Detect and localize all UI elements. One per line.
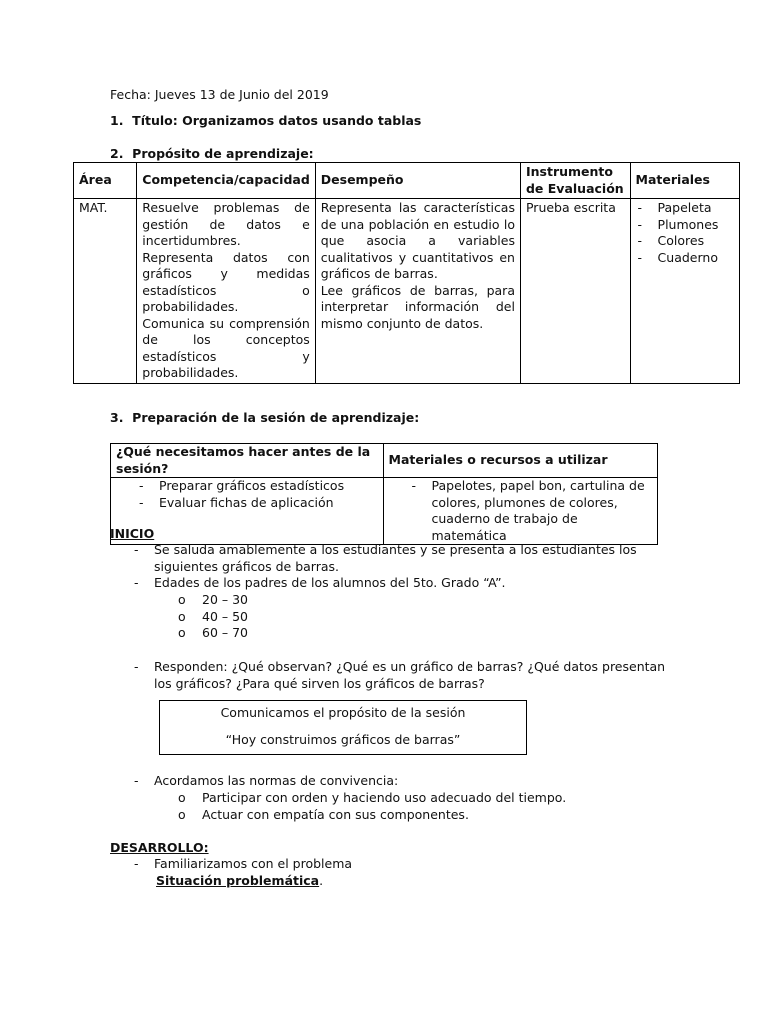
range-item: o 60 – 70 — [178, 625, 248, 642]
norma-item: o Actuar con empatía con sus componentes. — [178, 807, 566, 824]
desempeno-1: Representa las características de una población en estudio lo que asocia a variables cualitativos y cuantitativos en gráficos de barras. — [320, 200, 515, 281]
range-item: o 20 – 30 — [178, 592, 248, 609]
recursos-item: - Papelotes, papel bon, cartulina de colores, plumones de colores, cuaderno de trabajo de matemática — [410, 478, 653, 544]
competencia-2: Representa datos con gráficos y medidas estadísticos o probabilidades. — [142, 249, 310, 314]
section-2-title — [110, 146, 314, 163]
cell-instrumento: Prueba escrita — [520, 199, 630, 384]
material-item: - Plumones — [636, 217, 734, 234]
cell-area: MAT. — [74, 199, 137, 384]
material-item: - Cuaderno — [636, 250, 734, 267]
section-1-title — [110, 113, 421, 130]
desarrollo-heading: DESARROLLO: — [110, 840, 209, 855]
cell-materiales — [630, 199, 739, 384]
header-materiales: Materiales — [630, 163, 739, 199]
competencia-1: Resuelve problemas de gestión de datos e incertidumbres. — [142, 200, 310, 248]
header-antes: ¿Qué necesitamos hacer antes de la sesión? — [111, 444, 384, 478]
preparacion-table — [110, 443, 658, 545]
section-1-number: 1. — [110, 113, 124, 128]
proposito-box — [159, 700, 527, 755]
range-item: o 40 – 50 — [178, 609, 248, 626]
header-recursos: Materiales o recursos a utilizar — [383, 444, 658, 478]
cell-desempeno — [315, 199, 520, 384]
header-desempeno: Desempeño — [315, 163, 520, 199]
inicio-list-b — [132, 659, 672, 692]
box-line-1: Comunicamos el propósito de la sesión — [220, 705, 466, 720]
situacion-period: . — [319, 873, 324, 888]
inicio-item-2: - Edades de los padres de los alumnos del 5to. Grado “A”. — [132, 575, 672, 592]
ranges-list — [178, 592, 248, 642]
section-2-label: Propósito de aprendizaje: — [132, 146, 314, 161]
desarrollo-item-1: - Familiarizamos con el problema — [132, 856, 672, 873]
header-area: Área — [74, 163, 137, 199]
inicio-item-4: - Acordamos las normas de convivencia: — [132, 773, 672, 790]
section-3-title — [110, 410, 419, 427]
section-2-number: 2. — [110, 146, 124, 161]
fecha-line: Fecha: Jueves 13 de Junio del 2019 — [110, 87, 329, 102]
section-3-number: 3. — [110, 410, 124, 425]
header-instrumento: Instrumento de Evaluación — [520, 163, 630, 199]
box-line-2: “Hoy construimos gráficos de barras” — [225, 731, 461, 747]
situacion-label: Situación problemática — [156, 873, 320, 888]
antes-item: - Evaluar fichas de aplicación — [137, 495, 378, 512]
section-1-label: Título: Organizamos datos usando tablas — [132, 113, 422, 128]
antes-item: - Preparar gráficos estadísticos — [137, 478, 378, 495]
header-competencia: Competencia/capacidad — [137, 163, 316, 199]
desempeno-2: Lee gráficos de barras, para interpretar información del mismo conjunto de datos. — [320, 282, 515, 331]
section-3-label: Preparación de la sesión de aprendizaje: — [132, 410, 420, 425]
material-item: - Papeleta — [636, 200, 734, 217]
normas-list — [178, 790, 566, 823]
situacion-line — [156, 873, 323, 890]
norma-item: o Participar con orden y haciendo uso adecuado del tiempo. — [178, 790, 566, 807]
inicio-item-1: - Se saluda amablemente a los estudiantes y se presenta a los estudiantes los siguientes gráficos de barras. — [132, 542, 672, 575]
inicio-list-c — [132, 773, 672, 790]
proposito-table — [73, 162, 740, 384]
inicio-heading: INICIO — [110, 526, 155, 541]
inicio-list-a — [132, 542, 672, 592]
desarrollo-list — [132, 856, 672, 873]
competencia-3: Comunica su comprensión de los conceptos estadísticos y probabilidades. — [142, 315, 310, 380]
inicio-item-3: - Responden: ¿Qué observan? ¿Qué es un gráfico de barras? ¿Qué datos presentan los gráficos? ¿Para qué sirven los gráficos de barras? — [132, 659, 672, 692]
cell-recursos — [383, 478, 658, 545]
material-item: - Colores — [636, 233, 734, 250]
cell-competencia — [137, 199, 316, 384]
